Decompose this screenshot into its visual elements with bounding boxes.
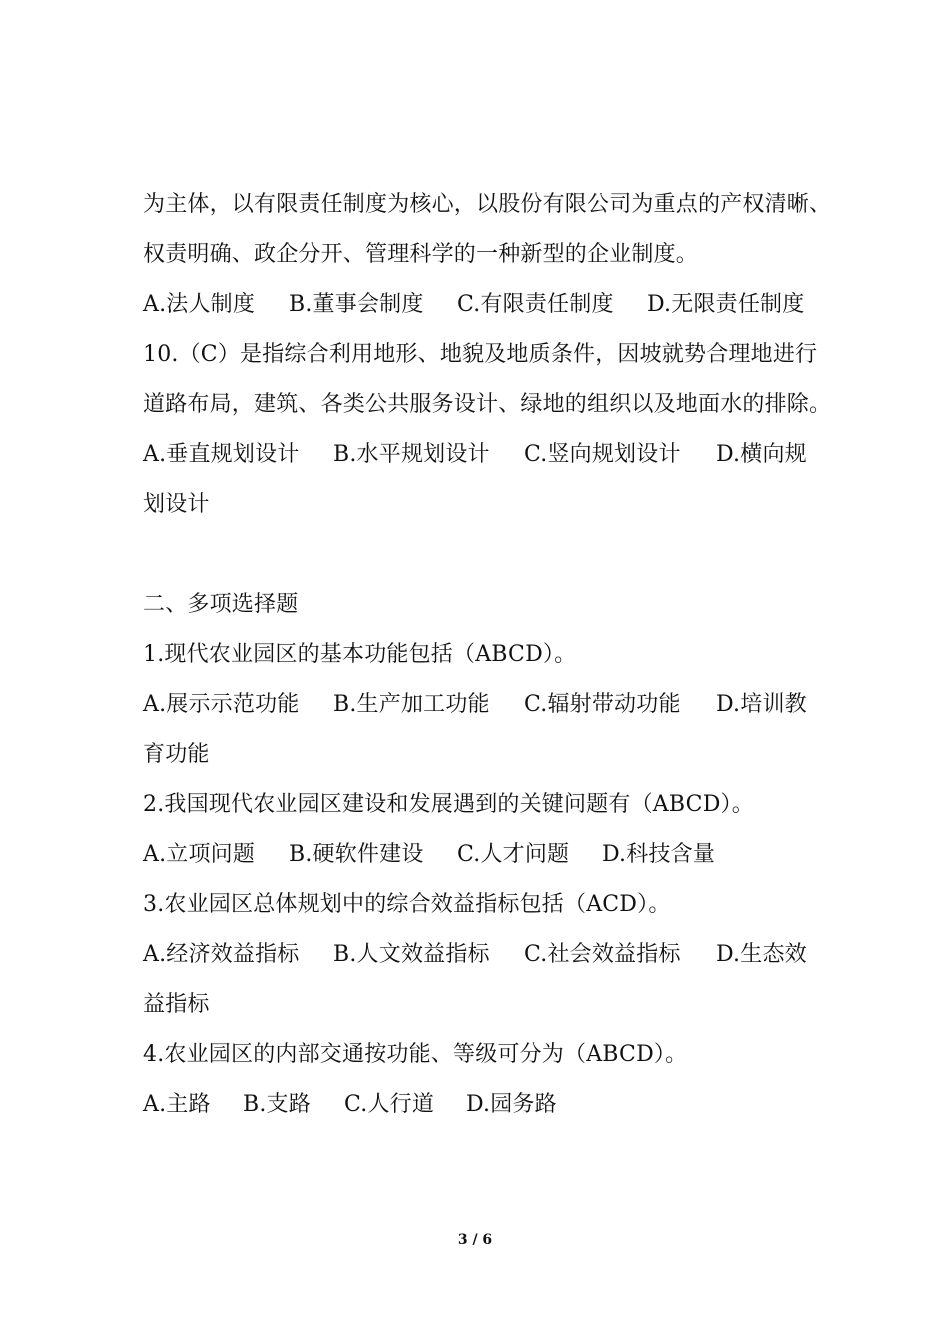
q10-options xyxy=(143,430,823,480)
page-content xyxy=(143,180,832,1130)
m3-option-c: C.社会效益指标 xyxy=(524,942,681,967)
q10-option-d: D.横向规 xyxy=(716,442,807,467)
q9-option-c: C.有限责任制度 xyxy=(457,292,614,317)
m3-option-d: D.生态效 xyxy=(716,942,807,967)
m4-option-c: C.人行道 xyxy=(344,1092,435,1117)
m2-option-c: C.人才问题 xyxy=(457,842,570,867)
m3-question: 3.农业园区总体规划中的综合效益指标包括（ACD）。 xyxy=(143,892,671,917)
m1-option-d: D.培训教 xyxy=(716,692,807,717)
m2-option-b: B.硬软件建设 xyxy=(289,842,424,867)
section-title: 二、多项选择题 xyxy=(143,592,299,617)
q10-option-a: A.垂直规划设计 xyxy=(143,442,300,467)
m3-option-b: B.人文效益指标 xyxy=(333,942,490,967)
q9-options xyxy=(143,280,823,330)
m1-options-wrap: 育功能 xyxy=(143,742,210,767)
m3-options xyxy=(143,930,823,980)
m1-options xyxy=(143,680,823,730)
m2-option-a: A.立项问题 xyxy=(143,842,256,867)
q10-text-line-1: 10.（C）是指综合利用地形、地貌及地质条件，因坡就势合理地进行 xyxy=(143,342,818,367)
m4-question: 4.农业园区的内部交通按功能、等级可分为（ABCD）。 xyxy=(143,1042,688,1067)
m4-options xyxy=(143,1080,823,1130)
m4-option-a: A.主路 xyxy=(143,1092,211,1117)
m2-question: 2.我国现代农业园区建设和发展遇到的关键问题有（ABCD）。 xyxy=(143,792,754,817)
m4-option-d: D.园务路 xyxy=(466,1092,557,1117)
q10-text-line-2: 道路布局，建筑、各类公共服务设计、绿地的组织以及地面水的排除。 xyxy=(143,392,832,417)
m4-option-b: B.支路 xyxy=(243,1092,311,1117)
q9-text-line-2: 权责明确、政企分开、管理科学的一种新型的企业制度。 xyxy=(143,242,699,267)
q9-option-b: B.董事会制度 xyxy=(289,292,424,317)
page-number: 3 / 6 xyxy=(457,1232,493,1248)
q9-option-a: A.法人制度 xyxy=(143,292,256,317)
q9-text-line-1: 为主体，以有限责任制度为核心，以股份有限公司为重点的产权清晰、 xyxy=(143,192,832,217)
m3-option-a: A.经济效益指标 xyxy=(143,942,300,967)
q10-options-wrap: 划设计 xyxy=(143,492,210,517)
m3-options-wrap: 益指标 xyxy=(143,992,210,1017)
q10-option-c: C.竖向规划设计 xyxy=(524,442,681,467)
q9-option-d: D.无限责任制度 xyxy=(647,292,805,317)
m1-option-a: A.展示示范功能 xyxy=(143,692,300,717)
m1-option-c: C.辐射带动功能 xyxy=(524,692,681,717)
m1-question: 1.现代农业园区的基本功能包括（ABCD）。 xyxy=(143,642,577,667)
m2-options xyxy=(143,830,823,880)
m2-option-d: D.科技含量 xyxy=(602,842,716,867)
q10-option-b: B.水平规划设计 xyxy=(333,442,490,467)
blank-line xyxy=(143,530,823,580)
m1-option-b: B.生产加工功能 xyxy=(333,692,490,717)
